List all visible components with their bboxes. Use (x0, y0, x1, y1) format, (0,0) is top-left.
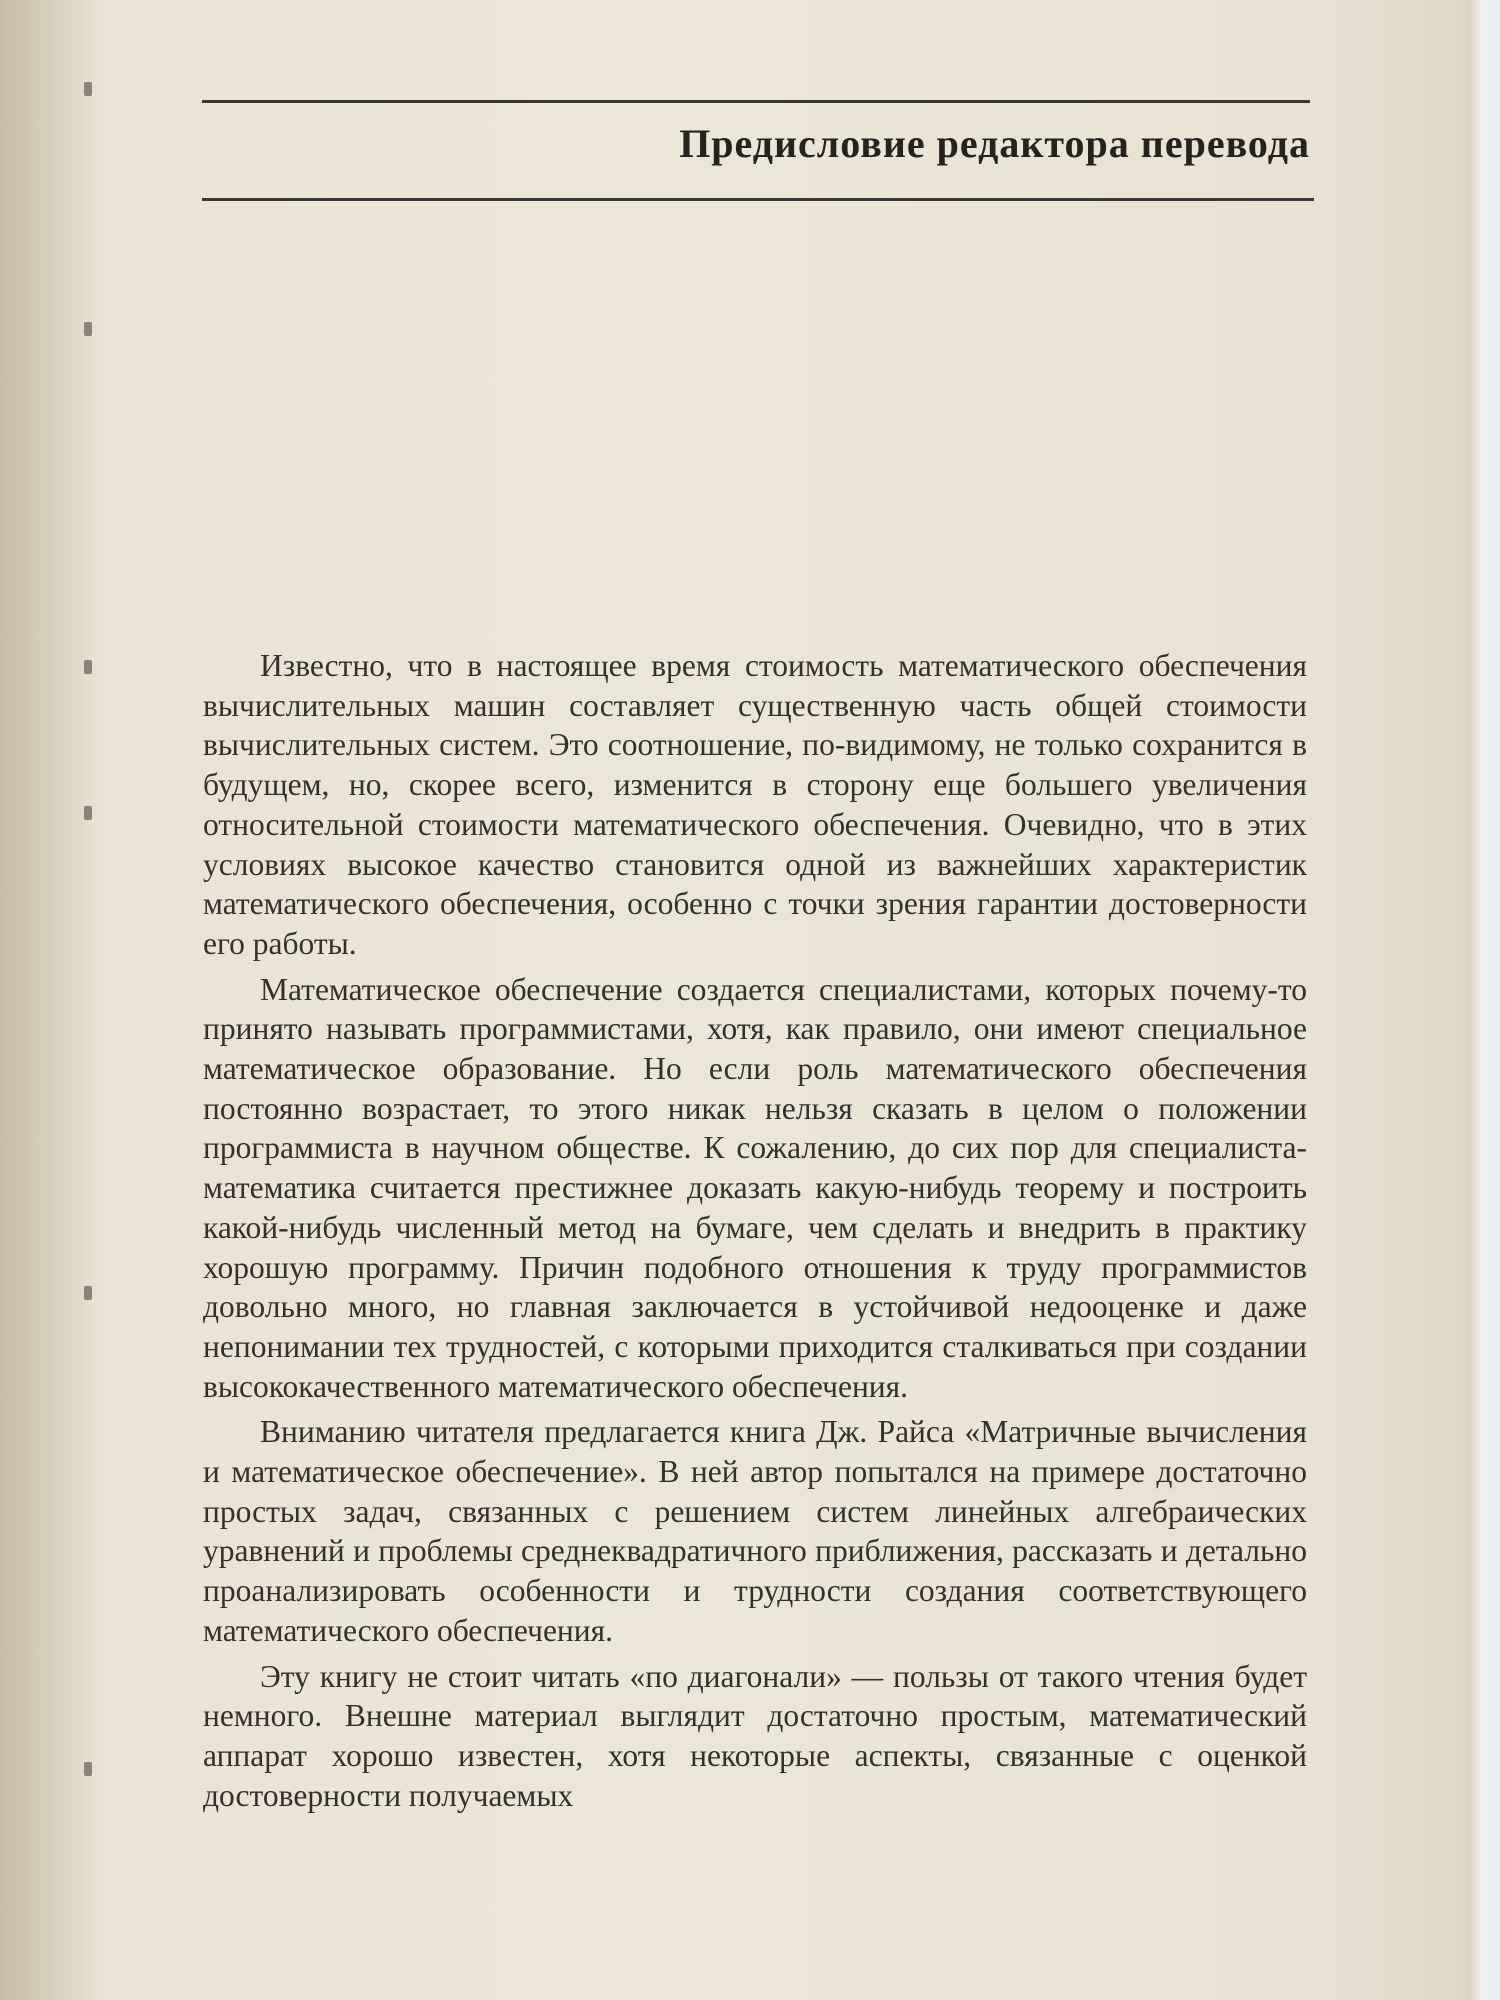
chapter-title: Предисловие редактора перевода (679, 121, 1310, 166)
paragraph-2: Математическое обеспечение создается специалистами, которых почему-то принято называть программистами, хотя, как правило, они имеют специальное математическое образование. Но если роль математического обеспечения постоянно возрастает, то этого никак нельзя сказать в целом о положении программиста в научном обществе. К сожалению, до сих пор для специалиста-математика считается престижнее доказать какую-нибудь теорему и построить какой-нибудь численный метод на бумаге, чем сделать и внедрить в практику хорошую программу. Причин подобного отношения к труду программистов довольно много, но главная заключается в устойчивой недооценке и даже непонимании тех трудностей, с которыми приходится сталкиваться при создании высококачественного математического обеспечения. (203, 971, 1307, 1404)
page-right-edge (1470, 0, 1500, 2000)
page-binding-shadow (0, 0, 92, 2000)
binding-thread-mark (84, 322, 92, 336)
binding-thread-mark (84, 660, 92, 674)
header-rule-top (202, 100, 1310, 103)
paragraph-4: Эту книгу не стоит читать «по диагонали» — пользы от такого чтения будет немного. Внешне материал выглядит достаточно простым, математический аппарат хорошо известен, хотя некоторые аспекты, связанные с оценкой достоверности получаемых (203, 1658, 1307, 1813)
binding-thread-mark (84, 1286, 92, 1300)
body-text (203, 646, 1307, 1821)
paragraph-1: Известно, что в настоящее время стоимость математического обеспечения вычислительных машин составляет существенную часть общей стоимости вычислительных систем. Это соотношение, по-видимому, не только сохранится в будущем, но, скорее всего, изменится в сторону еще большего увеличения относительной стоимости математического обеспечения. Очевидно, что в этих условиях высокое качество становится одной из важнейших характеристик математического обеспечения, особенно с точки зрения гарантии достоверности его работы. (203, 648, 1307, 961)
header-rule-bottom (202, 198, 1314, 201)
binding-thread-mark (84, 1762, 92, 1776)
binding-thread-mark (84, 806, 92, 820)
paragraph-3: Вниманию читателя предлагается книга Дж. Райса «Матричные вычисления и математическое обеспечение». В ней автор попытался на примере достаточно простых задач, связанных с решением систем линейных алгебраических уравнений и проблемы среднеквадратичного приближения, рассказать и детально проанализировать особенности и трудности создания соответствующего математического обеспечения. (203, 1414, 1307, 1648)
binding-thread-mark (84, 82, 92, 96)
